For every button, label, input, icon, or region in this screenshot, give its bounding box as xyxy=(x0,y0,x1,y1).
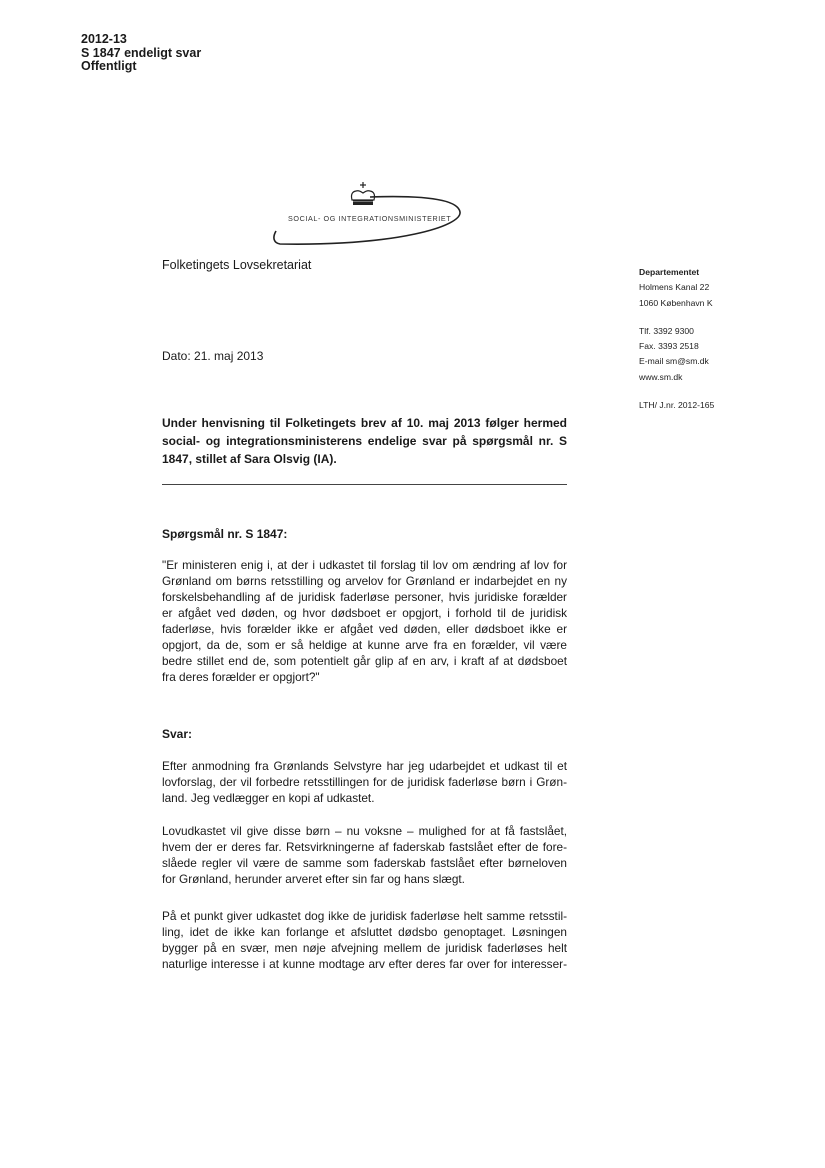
document-header xyxy=(81,33,201,74)
question-line: er afgået ved døden, og hvor dødsboet er opgjort, i forhold til de juridisk xyxy=(162,606,567,620)
header-session: 2012-13 xyxy=(81,32,127,46)
intro-paragraph xyxy=(162,414,567,468)
case-reference: LTH/ J.nr. 2012-165 xyxy=(639,400,715,411)
divider-line xyxy=(162,484,567,485)
letter-date: Dato: 21. maj 2013 xyxy=(162,349,264,363)
answer-line: På et punkt giver udkastet dog ikke de juridisk faderløse helt samme retsstil- xyxy=(162,909,567,923)
question-line: "Er ministeren enig i, at der i udkastet til forslag til lov om ændring af lov for xyxy=(162,558,567,572)
sender-info xyxy=(639,265,714,413)
answer-line: hvem der er deres far. Retsvirkningerne af faderskab fastslået efter de fore- xyxy=(162,840,567,854)
sender-department: Departementet xyxy=(639,267,700,277)
answer-line: ling, idet de ikke kan forlange et afsluttet dødsbo genoptaget. Løsningen xyxy=(162,925,567,939)
answer-line: Lovudkastet vil give disse børn – nu voksne – mulighed for at få fastslået, xyxy=(162,824,567,838)
answer-heading: Svar: xyxy=(162,727,193,741)
answer-line: lovforslag, der vil forbedre retsstillingen for de juridisk faderløse børn i Grøn- xyxy=(162,775,567,789)
question-line: bedre stillet end de, som potentielt går glip af en arv, i kraft af at dødsboet xyxy=(162,654,567,668)
intro-line: 1847, stillet af Sara Olsvig (IA). xyxy=(162,452,337,466)
question-line: faderløse, hvis forælder ikke er afgået ved døden, eller dødsboet ikke er xyxy=(162,622,567,636)
answer-line: naturlige interesse i at kunne modtage arv efter deres far over for interesser- xyxy=(162,957,567,971)
question-heading: Spørgsmål nr. S 1847: xyxy=(162,527,288,541)
answer-line: bygger på en svær, men nøje afvejning mellem de juridisk faderløses helt xyxy=(162,941,567,955)
answer-line: land. Jeg vedlægger en kopi af udkastet. xyxy=(162,791,375,805)
answer-line: slåede regler vil være de samme som faderskab fastslået efter børneloven xyxy=(162,856,567,870)
answer-line: Efter anmodning fra Grønlands Selvstyre har jeg udarbejdet et udkast til et xyxy=(162,759,567,773)
question-line: forskelsbehandling af de juridisk faderløse personer, hvis juridiske forælder xyxy=(162,590,567,604)
header-case-number: S 1847 endeligt svar xyxy=(81,45,202,60)
header-status: Offentligt xyxy=(81,59,137,73)
question-line: fra deres forælder er opgjort?" xyxy=(162,670,320,684)
answer-paragraph-3 xyxy=(162,908,567,972)
intro-line: Under henvisning til Folketingets brev af 10. maj 2013 følger hermed xyxy=(162,416,567,430)
answer-line: for Grønland, herunder arveret efter sin far og hans slægt. xyxy=(162,872,465,886)
question-line: Grønland om børns retsstilling og arvelov for Grønland er indarbejdet en ny xyxy=(162,574,567,588)
sender-address-line1: Holmens Kanal 22 xyxy=(639,282,710,293)
sender-email: E-mail sm@sm.dk xyxy=(639,356,709,367)
ministry-logo-text: SOCIAL- OG INTEGRATIONSMINISTERIET xyxy=(288,214,452,223)
question-text xyxy=(162,557,567,685)
answer-paragraph-2 xyxy=(162,823,567,887)
recipient: Folketingets Lovsekretariat xyxy=(162,258,312,272)
sender-fax: Fax. 3393 2518 xyxy=(639,341,699,352)
answer-paragraph-1 xyxy=(162,758,567,806)
sender-address-line2: 1060 København K xyxy=(639,297,713,308)
sender-website: www.sm.dk xyxy=(639,371,683,382)
question-line: opgjort, da de, som er så heldige at kunne arve fra en forælder, vil være xyxy=(162,638,567,652)
ministry-logo xyxy=(258,180,480,260)
intro-line: social- og integrationsministerens endelige svar på spørgsmål nr. S xyxy=(162,434,567,448)
sender-phone: Tlf. 3392 9300 xyxy=(639,325,694,336)
